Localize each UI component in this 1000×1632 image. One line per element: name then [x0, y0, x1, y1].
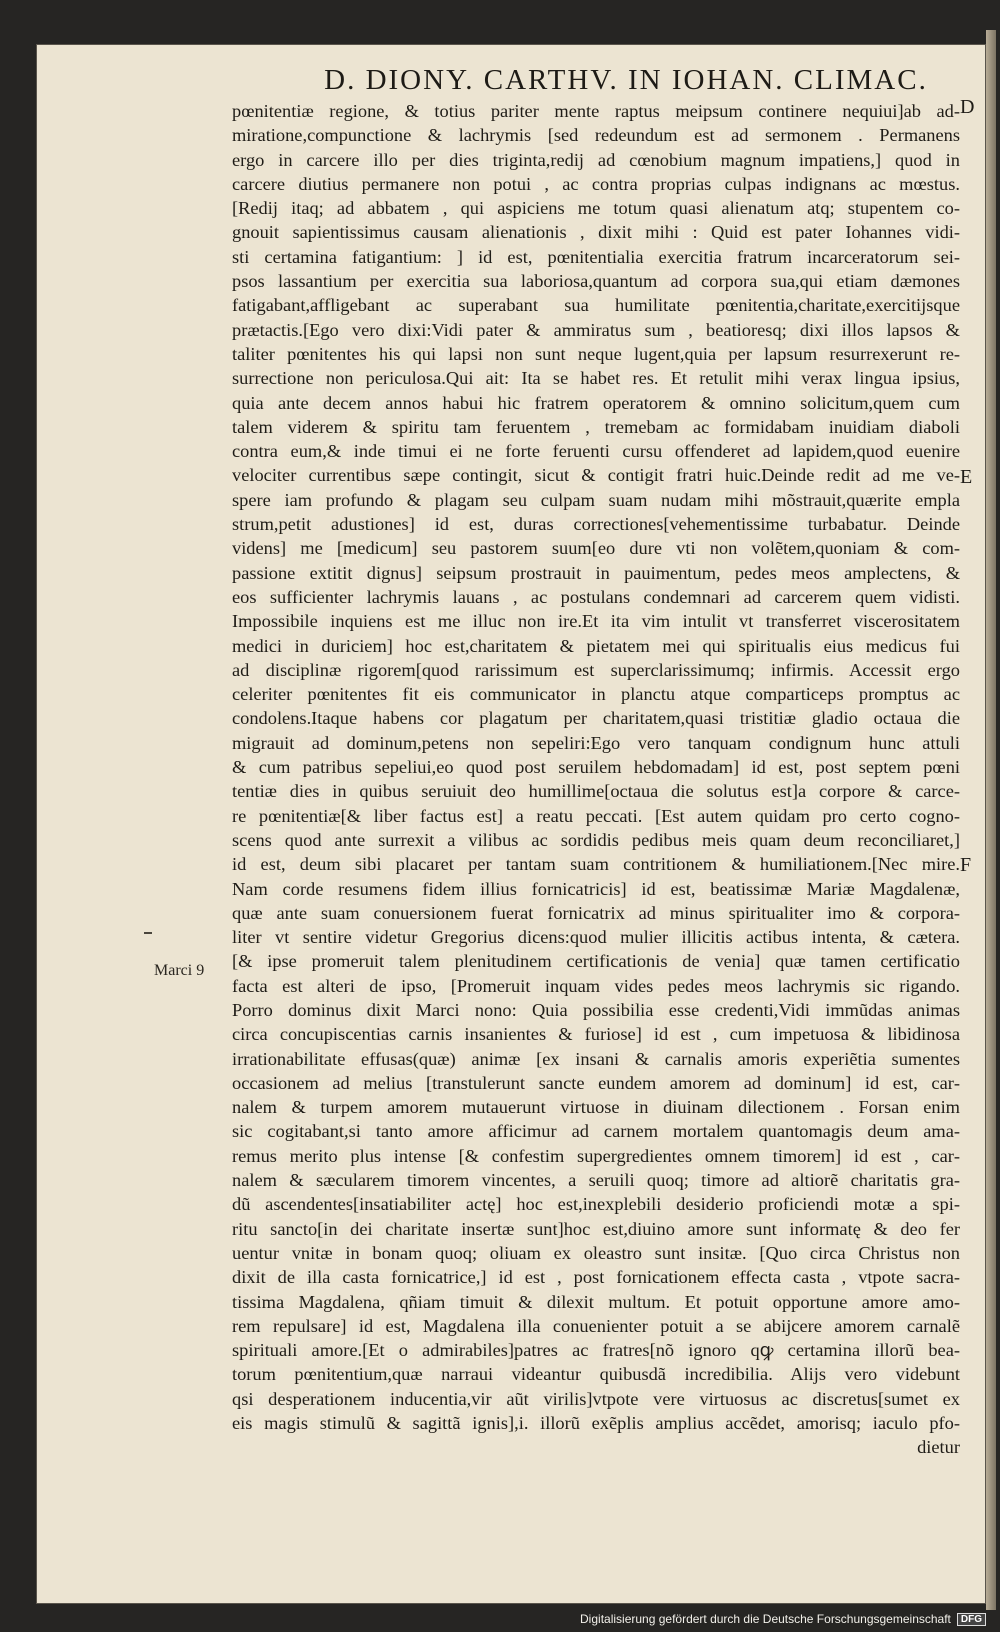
- text-line: talem viderem & spiritu tam feruentem , tremebam ac formidabam inuidiam diaboli: [232, 416, 960, 437]
- text-line: videns] me [medicum] seu pastorem suum[eo dure vti non volẽtem,quoniam & com‑: [232, 538, 960, 559]
- text-line: circa concupiscentias carnis insanientes & furiose] id est , cum impetuosa & libidinosa: [232, 1024, 960, 1045]
- text-line: facta est alteri de ipso, [Promeruit inquam vides pedes meos lachrymis sic rigando.: [232, 975, 960, 996]
- text-line: ergo in carcere illo per dies triginta,redij ad cœnobium magnum impatiens,] quod in: [232, 149, 960, 170]
- text-line: eis magis stimulũ & sagittã ignis],i. illorũ exẽplis amplius accẽdet, amorisq; iaculo pfo‑: [232, 1413, 960, 1434]
- text-line: dũ ascendentes[insatiabiliter actę] hoc est,inexplebili desiderio proficiendi motæ a spi‑: [232, 1194, 960, 1215]
- text-line: [& ipse promeruit talem plenitudinem certificationis de venia] quæ tamen certificatio: [232, 951, 960, 972]
- text-line: medici in duriciem] hoc est,charitatem & pietatem mei qui spiritualis eius medicus fui: [232, 635, 960, 656]
- text-line: passione extitit dignus] seipsum prostrauit in pauimentum, pedes meos amplectens, &: [232, 562, 960, 583]
- catchword: dietur: [917, 1437, 960, 1458]
- text-line: migrauit ad dominum,petens non sepeliri:Ego vero tanquam condignum hunc attuli: [232, 732, 960, 753]
- margin-letter-f: F: [960, 854, 972, 876]
- text-line: occasionem ad melius [transtulerunt sancte eundem amorem ad dominum] id est, car‑: [232, 1072, 960, 1093]
- text-line: rem repulsare] id est, Magdalena illa conuenienter potuit a se abijcere amorem carnalẽ: [232, 1315, 960, 1336]
- text-line: qsi desperationem inducentia,vir aũt virilis]vtpote vere virtuosus ac discretus[sumet ex: [232, 1388, 960, 1409]
- text-line: surrectione non periculosa.Qui ait: Ita se habet res. Et retulit mihi verax lingua ipsius,: [232, 368, 960, 389]
- running-title: D. DIONY. CARTHV. IN IOHAN. CLIMAC.: [324, 64, 928, 96]
- text-line: id est, deum sibi placaret per tantam suam contritionem & humiliationem.[Nec mire.: [232, 854, 960, 875]
- text-line: taliter pœnitentes his qui lapsi non sunt neque lugent,quia per lapsum resurrexerunt re‑: [232, 343, 960, 364]
- book-page: [36, 44, 986, 1604]
- text-line: nalem & sæcularem timorem vincentes, a seruili quoq; timore ad altiorẽ charitatis gra‑: [232, 1170, 960, 1191]
- page-edge: [986, 30, 996, 1610]
- text-line: tentiæ dies in quibus seruiuit deo humillime[octaua die solutus est]a corpore & carce‑: [232, 781, 960, 802]
- text-line: sic cogitabant,si tanto amore afficimur ad carnem mortalem quantomagis deum ama‑: [232, 1121, 960, 1142]
- margin-letter-d: D: [960, 96, 975, 118]
- text-line: strum,petit adustiones] id est, duras correctiones[vehementissime turbabatur. Deinde: [232, 514, 960, 535]
- footer-credit: [580, 1612, 986, 1626]
- dfg-logo: DFG: [957, 1613, 986, 1626]
- text-line: eos sufficienter lachrymis lauans , ac postulans condemnari ad carcerem quem vidisti.: [232, 586, 960, 607]
- text-line: ritu sancto[in dei charitate insertæ sunt]hoc est,diuino amore sunt informatę & deo fer: [232, 1218, 960, 1239]
- text-line: nalem & turpem amorem mutauerunt virtuose in diuinam dilectionem . Forsan enim: [232, 1097, 960, 1118]
- text-line: spirituali amore.[Et o admirabiles]patres ac fratres[nõ ignoro qꝙ certamina illorũ bea‑: [232, 1340, 960, 1361]
- body-text: [232, 99, 960, 1460]
- text-line: fatigabant,affligebant ac superabant sua humilitate pœnitentia,charitate,exercitijsque: [232, 295, 960, 316]
- text-line: prætactis.[Ego vero dixi:Vidi pater & ammiratus sum , beatioresq; dixi illos lapsos &: [232, 319, 960, 340]
- text-line: quæ ante suam conuersionem fuerat fornicatrix ad minus spiritualiter imo & corpora‑: [232, 902, 960, 923]
- text-line: condolens.Itaque habens cor plagatum per charitatem,quasi tristitiæ gladio octaua die: [232, 708, 960, 729]
- text-line: carcere diutius permanere non potui , ac contra proprias culpas indignans ac mœstus.: [232, 173, 960, 194]
- text-line: ad disciplinæ rigorem[quod rarissimum est superclarissimumq; infirmis. Accessit ergo: [232, 659, 960, 680]
- text-line: sti certamina fatigantium: ] id est, pœnitentialia exercitia fratrum incarceratorum sei‑: [232, 246, 960, 267]
- text-line: velociter currentibus sæpe contingit, sicut & contigit fratri huic.Deinde redit ad me ve‑: [232, 465, 960, 486]
- text-line: uentur vnitæ in bonam quoq; oliuam ex oleastro sunt insitæ. [Quo circa Christus non: [232, 1242, 960, 1263]
- text-line: [Redij itaq; ad abbatem , qui aspiciens me totum quasi alienatum atq; stupentem co‑: [232, 198, 960, 219]
- text-line: irrationabilitate effusas(quæ) animæ [ex insani & carnalis amoris experiẽtia sumentes: [232, 1048, 960, 1069]
- text-line: Impossibile inquiens est me illuc non ire.Et ita vim intulit vt transferret viscerositatem: [232, 611, 960, 632]
- text-line: contra eum,& inde timui ei ne forte feruenti cursu offenderet ad lapidem,quod euenire: [232, 441, 960, 462]
- text-line: re pœnitentiæ[& liber factus est] a reatu peccati. [Est autem quidam pro certo cogno‑: [232, 805, 960, 826]
- text-line: tissima Magdalena, qñiam timuit & dilexit multum. Et potuit opportune amore amo‑: [232, 1291, 960, 1312]
- text-line: psos lassantium per exercitia sua laboriosa,quantum ad corpora sua,qui etiam dæmones: [232, 271, 960, 292]
- margin-note: Marci 9: [154, 962, 205, 979]
- text-line: Porro dominus dixit Marci nono: Quia possibilia esse credenti,Vidi immũdas animas: [232, 999, 960, 1020]
- text-line: & cum patribus sepeliui,eo quod post seruilem hebdomadam] id est, post septem pœni: [232, 757, 960, 778]
- text-line: scens quod ante surrexit a vilibus ac sordidis pedibus meis quam deum reconciliaret,]: [232, 829, 960, 850]
- text-line: quia ante decem annos habui hic fratrem operatorem & omnino solicitum,quem cum: [232, 392, 960, 413]
- text-line: pœnitentiæ regione, & totius pariter mente raptus meipsum continere nequiui]ab ad‑: [232, 101, 960, 121]
- text-line: spere iam profundo & plagam seu culpam suam nudam mihi mõstrauit,quærite empla: [232, 489, 960, 510]
- text-line: torum pœnitentium,quæ narraui videantur quibusdã incredibilia. Alijs vero videbunt: [232, 1364, 960, 1385]
- footer-credit-text: Digitalisierung gefördert durch die Deutsche Forschungsgemeinschaft: [580, 1612, 951, 1626]
- text-line: liter vt sentire videtur Gregorius dicens:quod mulier illicitis actibus intenta, & cætera.: [232, 927, 960, 948]
- text-line: gnouit sapientissimus causam alienationis , dixit mihi : Quid est pater Iohannes vidi‑: [232, 222, 960, 243]
- text-line: miratione,compunctione & lachrymis [sed redeundum est ad sermonem . Permanens: [232, 125, 960, 146]
- text-line: dixit de illa casta fornicatrice,] id est , post fornicationem effecta casta , vtpote sacra‑: [232, 1267, 960, 1288]
- text-line: remus merito plus intense [& confestim supergredientes omnem timorem] id est , car‑: [232, 1145, 960, 1166]
- text-line: Nam corde resumens fidem illius fornicatricis] id est, beatissimæ Mariæ Magdalenæ,: [232, 878, 960, 899]
- margin-letter-e: E: [960, 466, 973, 488]
- margin-dash: [144, 932, 152, 934]
- text-line: celeriter pœnitentes fit eis communicator in planctu atque comparticeps promptus ac: [232, 684, 960, 705]
